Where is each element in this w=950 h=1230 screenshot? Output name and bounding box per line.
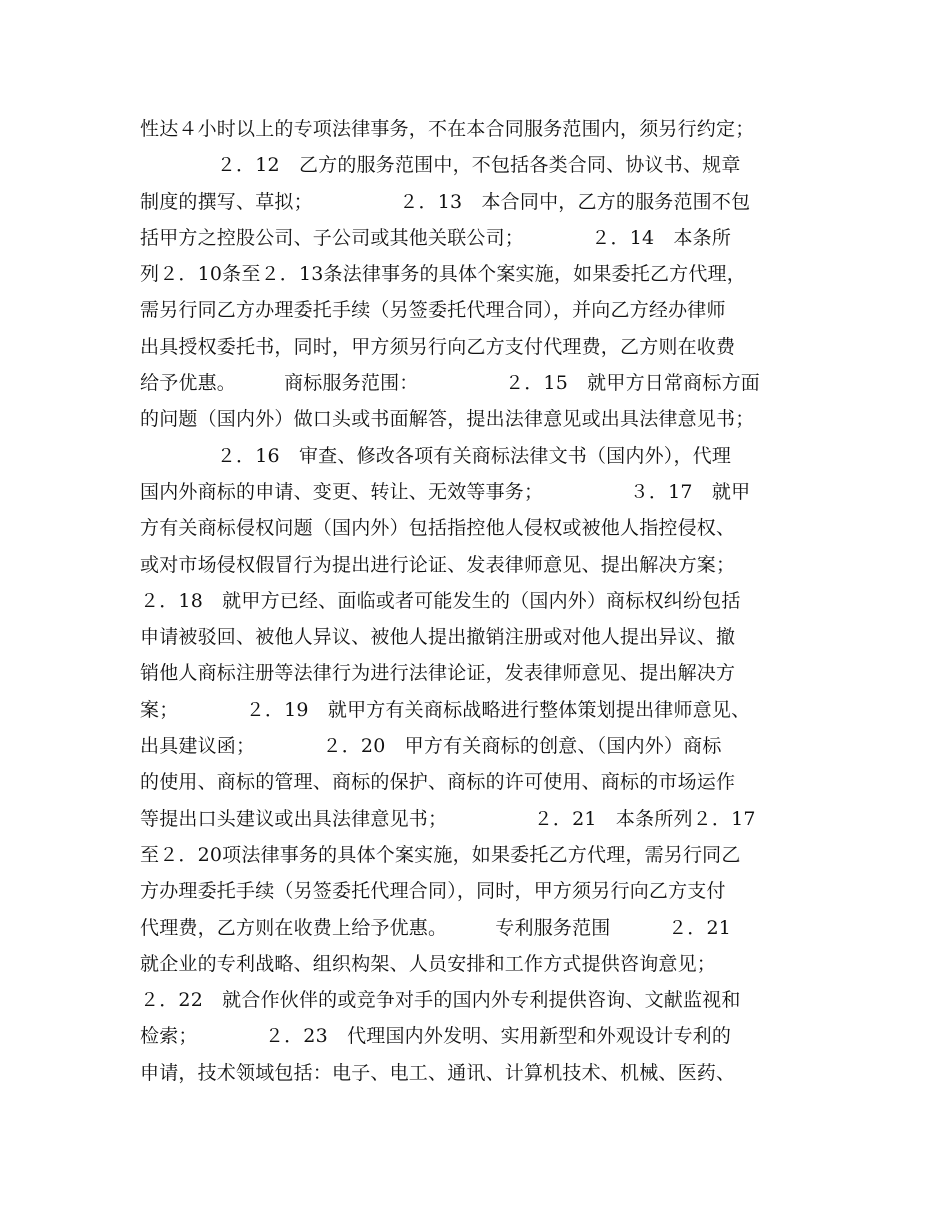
text-line: 性达４小时以上的专项法律事务，不在本合同服务范围内，须另行约定； xyxy=(140,118,755,140)
text-line: 列２．10条至２．13条法律事务的具体个案实施，如果委托乙方代理， xyxy=(140,263,746,286)
text-line: ２．16 审查、修改各项有关商标法律文书（国内外），代理 xyxy=(140,444,732,467)
text-line: 出具建议函； ２．20 甲方有关商标的创意、（国内外）商标 xyxy=(140,735,722,758)
text-line: 申请，技术领域包括：电子、电工、通讯、计算机技术、机械、医药、 xyxy=(140,1061,736,1084)
text-line: ２．12 乙方的服务范围中，不包括各类合同、协议书、规章 xyxy=(140,154,741,177)
text-line: 或对市场侵权假冒行为提出进行论证、发表律师意见、提出解决方案； xyxy=(140,553,736,576)
text-line: 就企业的专利战略、组织构架、人员安排和工作方式提供咨询意见； xyxy=(140,952,717,975)
text-line: 检索； ２．23 代理国内外发明、实用新型和外观设计专利的 xyxy=(140,1025,732,1048)
text-line: 制度的撰写、草拟； ２．13 本合同中，乙方的服务范围不包 xyxy=(140,190,751,213)
text-line: 需另行同乙方办理委托手续（另签委托代理合同），并向乙方经办律师 xyxy=(140,299,726,322)
text-line: 方办理委托手续（另签委托代理合同），同时，甲方须另行向乙方支付 xyxy=(140,880,726,903)
text-line: 括甲方之控股公司、子公司或其他关联公司； ２．14 本条所 xyxy=(140,226,732,249)
text-line: 给予优惠。 商标服务范围： ２．15 就甲方日常商标方面 xyxy=(140,372,760,395)
text-line: 方有关商标侵权问题（国内外）包括指控他人侵权或被他人指控侵权、 xyxy=(140,517,736,540)
text-line: 出具授权委托书，同时，甲方须另行向乙方支付代理费，乙方则在收费 xyxy=(140,335,736,358)
text-line: 国内外商标的申请、变更、转让、无效等事务； ３．17 就甲 xyxy=(140,480,751,503)
text-line: 的问题（国内外）做口头或书面解答，提出法律意见或出具法律意见书； xyxy=(140,408,755,431)
text-line: 代理费，乙方则在收费上给予优惠。 专利服务范围 ２．21 xyxy=(140,916,732,939)
text-line: ２．22 就合作伙伴的或竞争对手的国内外专利提供咨询、文献监视和 xyxy=(140,989,741,1012)
text-line: 销他人商标注册等法律行为进行法律论证，发表律师意见、提出解决方 xyxy=(140,662,736,685)
text-line: 案； ２．19 就甲方有关商标战略进行整体策划提出律师意见、 xyxy=(140,698,751,721)
text-line: 至２．20项法律事务的具体个案实施，如果委托乙方代理，需另行同乙 xyxy=(140,843,741,866)
text-line: 申请被驳回、被他人异议、被他人提出撤销注册或对他人提出异议、撤 xyxy=(140,626,736,649)
contract-body-text xyxy=(140,111,830,1091)
text-line: ２．18 就甲方已经、面临或者可能发生的（国内外）商标权纠纷包括 xyxy=(140,589,741,612)
text-line: 的使用、商标的管理、商标的保护、商标的许可使用、商标的市场运作 xyxy=(140,771,736,794)
text-line: 等提出口头建议或出具法律意见书； ２．21 本条所列２．17 xyxy=(140,807,756,830)
